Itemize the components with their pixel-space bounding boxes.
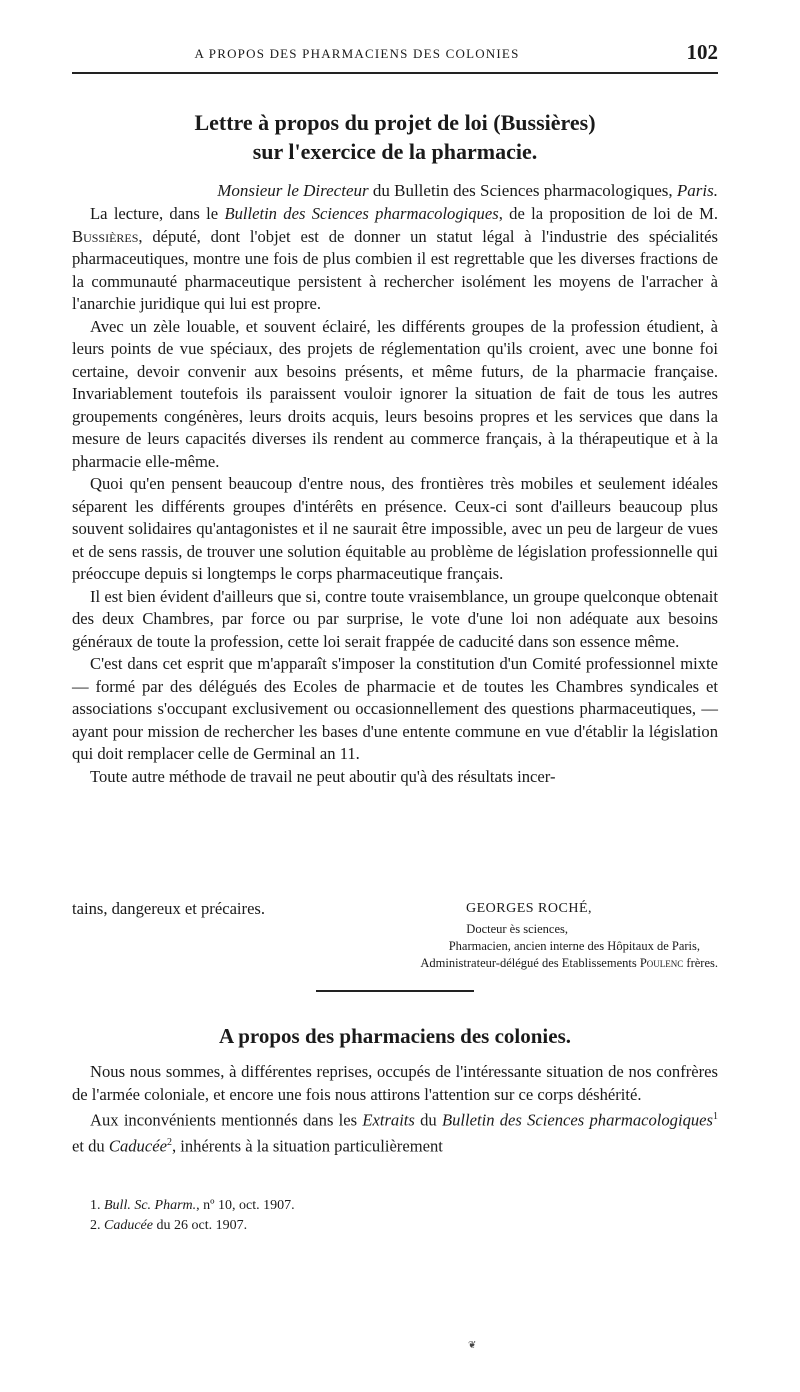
p1-bulletin-title: Bulletin des Sciences pharmacologiques	[224, 204, 499, 223]
letter-title-line-1: Lettre à propos du projet de loi (Bussières)	[194, 110, 596, 135]
letter-paragraph-6: Toute autre méthode de travail ne peut aboutir qu'à des résultats incer-	[90, 766, 556, 786]
p2-text-c: et du	[72, 1136, 109, 1156]
credential-3	[200, 955, 718, 972]
footnote-1-number: 1.	[90, 1198, 104, 1213]
p1-deputy-name: Bussières	[72, 226, 139, 246]
letter-paragraph-5: C'est dans cet esprit que m'apparaît s'imposer la constitution d'un Comité professionnel mixte — formé par des délégués des Ecoles de pharmacie et de toutes les Chambres syndicales et associations s'occupant exclusivement ou occasionnellement des questions pharmaceutiques, — ayant pour mission de rechercher les bases d'une entente commune en vue d'établir la législation qui doit remplacer celle de Germinal an 11.	[72, 654, 718, 763]
article-paragraph-1: Nous nous sommes, à différentes reprises, occupés de l'intéressante situation de nos confrères de l'armée coloniale, et encore une fois nous attirons l'attention sur ce corps déshérité.	[72, 1062, 718, 1104]
salutation-middle: du Bulletin des Sciences pharmacologiques,	[368, 181, 677, 200]
letter-paragraph-3: Quoi qu'en pensent beaucoup d'entre nous, des frontières très mobiles et seulement idéales séparent les différents groupes d'intérêts en présence. Ceux-ci sont d'ailleurs beaucoup plus souvent solidaires qu'antagonistes et il ne saurait être impossible, avec un peu de largeur de vues et de sens rassis, de trouver une solution équitable au problème de législation professionnelle qui préoccupe depuis si longtemps le corps pharmaceutique français.	[72, 474, 718, 583]
footnotes	[90, 1196, 690, 1236]
p2-extraits: Extraits	[362, 1110, 415, 1130]
credential-3-a: Administrateur-délégué des Etablissements	[420, 956, 640, 970]
credential-3-company: Poulenc	[639, 956, 684, 970]
credential-3-c: frères.	[683, 956, 718, 970]
letter-closing-text: tains, dangereux et précaires.	[72, 899, 266, 918]
footnote-1-source: Bull. Sc. Pharm.	[104, 1198, 197, 1213]
running-title: A PROPOS DES PHARMACIENS DES COLONIES	[194, 46, 520, 61]
letter-paragraph-1	[72, 203, 718, 316]
credential-2: Pharmacien, ancien interne des Hôpitaux de Paris,	[448, 939, 700, 953]
footnote-2	[90, 1216, 690, 1236]
article-title: A propos des pharmaciens des colonies.	[219, 1024, 571, 1048]
p2-text-b: du	[414, 1110, 442, 1130]
signature-name: GEORGES ROCHÉ,	[466, 901, 593, 916]
footnote-2-details: du 26 oct. 1907.	[152, 1218, 248, 1233]
p2-text-a: Aux inconvénients mentionnés dans les	[90, 1110, 363, 1130]
letter-title	[72, 108, 718, 166]
ornament-icon: ❦	[468, 1340, 477, 1351]
letter-body	[72, 203, 718, 788]
header-rule	[72, 72, 718, 74]
footnote-2-source: Caducée	[104, 1218, 153, 1233]
salutation-place: Paris.	[676, 181, 718, 200]
section-separator	[316, 990, 474, 992]
p1-text-b: , de la proposition de loi de M.	[498, 204, 719, 223]
letter-title-line-2: sur l'exercice de la pharmacie.	[252, 139, 538, 164]
page-number: 102	[686, 40, 718, 64]
signature-credentials	[200, 921, 718, 972]
article-body	[72, 1061, 718, 1158]
article-paragraph-2	[72, 1106, 718, 1158]
p2-text-d: , inhérents à la situation particulièrement	[171, 1136, 443, 1156]
p1-text-c: , député, dont l'objet est de donner un statut légal à l'industrie des spécialités pharmaceutiques, montre une fois de plus combien il est regrettable que les diverses fractions de la communauté pharmaceutique persistent à rechercher isolément les moyens de l'arracher à l'anarchie juridique qui lui est propre.	[72, 226, 718, 313]
p1-text-a: La lecture, dans le	[90, 204, 225, 223]
letter-salutation	[72, 180, 718, 202]
footnote-1	[90, 1196, 690, 1216]
footnote-ref-1: 1	[713, 1111, 719, 1122]
credential-1: Docteur ès sciences,	[466, 922, 568, 936]
footnote-2-number: 2.	[90, 1218, 104, 1233]
footnote-ref-2: 2	[166, 1137, 172, 1149]
salutation-italic: Monsieur le Directeur	[217, 181, 369, 200]
p2-bulletin-title: Bulletin des Sciences pharmacologiques	[441, 1110, 714, 1130]
letter-paragraph-2: Avec un zèle louable, et souvent éclairé, les différents groupes de la profession étudient, à leurs points de vue spéciaux, des projets de réglementation qu'ils croient, avec une bonne foi certaine, devoir convenir aux besoins présents, et même futurs, de la pharmacie française. Invariablement toutefois ils paraissent vouloir ignorer la situation de fait de tous les autres groupements congénères, leurs droits acquis, leurs besoins propres et les services que dans la mesure de leurs capacités diverses ils rendent au commerce français, à la thérapeutique et à la pharmacie elle-même.	[72, 316, 718, 471]
letter-paragraph-4: Il est bien évident d'ailleurs que si, contre toute vraisemblance, un groupe quelconque obtenait des deux Chambres, par force ou par surprise, le vote d'une loi non adéquate aux besoins généraux de toute la profession, cette loi serait frappée de caducité dans son essence même.	[72, 586, 718, 651]
p2-caducee: Caducée	[108, 1136, 167, 1156]
footnote-1-details: , nº 10, oct. 1907.	[196, 1198, 295, 1213]
